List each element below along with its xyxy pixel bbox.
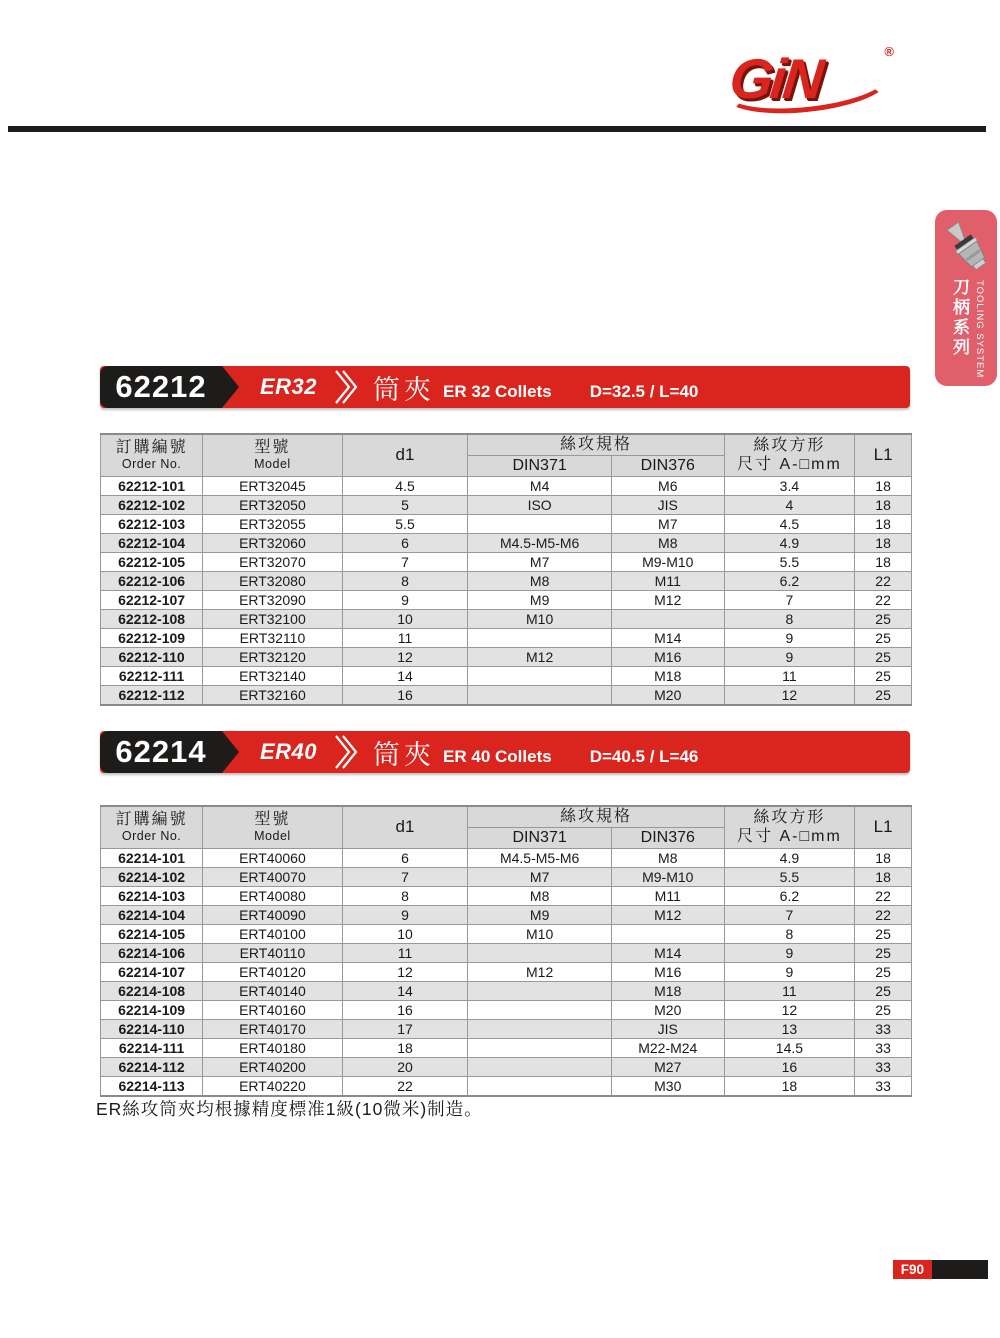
order-no-cell: 62214-103 [101, 886, 203, 905]
table-row [101, 609, 912, 628]
data-cell: M22-M24 [611, 1038, 724, 1057]
data-cell: 18 [855, 476, 912, 495]
section-title-cn: 筒夾 [373, 739, 436, 770]
data-cell: M14 [611, 628, 724, 647]
data-cell: ERT32100 [203, 609, 342, 628]
col-header-din371: DIN371 [468, 455, 612, 476]
section-title-en: ER 40 Collets [443, 747, 552, 766]
table-row [101, 1076, 912, 1096]
col-header-model-en: Model [254, 829, 291, 844]
section-banner-62214 [100, 731, 910, 773]
data-cell: 22 [855, 590, 912, 609]
data-cell: 8 [724, 609, 855, 628]
col-header-model [203, 806, 342, 848]
col-header-tap-square [724, 806, 855, 848]
data-cell: 22 [855, 571, 912, 590]
table-body [101, 476, 912, 705]
data-cell: 33 [855, 1038, 912, 1057]
data-cell: M18 [611, 981, 724, 1000]
data-cell: 33 [855, 1076, 912, 1096]
data-cell: 5 [342, 495, 468, 514]
side-tab-labels [947, 278, 985, 378]
chevron-right-icon [333, 370, 359, 404]
data-cell: 33 [855, 1019, 912, 1038]
table-row [101, 533, 912, 552]
data-cell: 10 [342, 924, 468, 943]
data-cell: 8 [724, 924, 855, 943]
col-header-square-cn: 絲攻方形 [753, 809, 826, 827]
table-row [101, 476, 912, 495]
data-cell: 13 [724, 1019, 855, 1038]
data-cell: M10 [468, 924, 612, 943]
side-tab-label-cn: 刀柄系列 [950, 278, 969, 358]
data-cell: 25 [855, 647, 912, 666]
order-no-cell: 62214-104 [101, 905, 203, 924]
col-header-model-en: Model [254, 457, 291, 472]
data-cell: 14.5 [724, 1038, 855, 1057]
table-body [101, 848, 912, 1096]
data-cell: 18 [855, 533, 912, 552]
table-row [101, 552, 912, 571]
data-cell: 11 [342, 628, 468, 647]
series-label: ER32 [260, 374, 318, 399]
data-cell: ERT40120 [203, 962, 342, 981]
data-cell: 6 [342, 533, 468, 552]
table-header [101, 806, 912, 848]
data-cell: M30 [611, 1076, 724, 1096]
order-no-cell: 62212-103 [101, 514, 203, 533]
data-cell [468, 1076, 612, 1096]
table-row [101, 514, 912, 533]
col-header-l1: L1 [855, 806, 912, 848]
order-no-cell: 62214-109 [101, 1000, 203, 1019]
order-code-badge: 62212 [100, 366, 222, 408]
col-header-order-no [101, 806, 203, 848]
data-cell: 10 [342, 609, 468, 628]
data-cell: 6 [342, 848, 468, 867]
top-divider-rule [8, 126, 986, 132]
section-title-en: ER 32 Collets [443, 382, 552, 401]
data-cell: M14 [611, 943, 724, 962]
data-cell: M27 [611, 1057, 724, 1076]
data-cell: ERT40140 [203, 981, 342, 1000]
data-cell: 18 [855, 495, 912, 514]
data-cell: 25 [855, 943, 912, 962]
data-cell: ERT40110 [203, 943, 342, 962]
data-cell: ERT32090 [203, 590, 342, 609]
data-cell [468, 981, 612, 1000]
table-row [101, 1000, 912, 1019]
data-cell: M18 [611, 666, 724, 685]
data-cell: ERT40170 [203, 1019, 342, 1038]
data-cell: ERT40070 [203, 867, 342, 886]
table-row [101, 571, 912, 590]
order-no-cell: 62214-110 [101, 1019, 203, 1038]
data-cell: 33 [855, 1057, 912, 1076]
collet-table-62214 [100, 805, 912, 1097]
data-cell: ERT40220 [203, 1076, 342, 1096]
brand-logo [720, 46, 900, 116]
table-row [101, 1019, 912, 1038]
data-cell: 11 [342, 943, 468, 962]
data-cell: 9 [724, 962, 855, 981]
section-dimensions: D=32.5 / L=40 [589, 382, 699, 401]
data-cell: ERT32050 [203, 495, 342, 514]
table-row [101, 666, 912, 685]
col-header-square-sub: 尺寸 A-□mm [737, 456, 842, 474]
data-cell: 7 [342, 867, 468, 886]
order-no-cell: 62214-105 [101, 924, 203, 943]
table-row [101, 905, 912, 924]
data-cell: ERT32080 [203, 571, 342, 590]
col-header-order-en: Order No. [121, 457, 182, 472]
col-header-order-no [101, 434, 203, 476]
col-header-order-en: Order No. [121, 829, 182, 844]
data-cell: 4.9 [724, 533, 855, 552]
data-cell: 25 [855, 628, 912, 647]
collet-table-62212 [100, 433, 912, 706]
table-row [101, 628, 912, 647]
table-row [101, 886, 912, 905]
order-no-cell: 62212-101 [101, 476, 203, 495]
data-cell: M11 [611, 886, 724, 905]
data-cell: 17 [342, 1019, 468, 1038]
data-cell: 9 [724, 647, 855, 666]
col-header-din371: DIN371 [468, 827, 612, 848]
order-no-cell: 62214-113 [101, 1076, 203, 1096]
page-number: F90 [893, 1260, 932, 1279]
data-cell: JIS [611, 495, 724, 514]
order-no-cell: 62212-105 [101, 552, 203, 571]
data-cell: 9 [342, 905, 468, 924]
data-cell: ERT32140 [203, 666, 342, 685]
order-code-badge: 62214 [100, 731, 222, 773]
data-cell: 12 [342, 962, 468, 981]
data-cell: M9 [468, 905, 612, 924]
data-cell: JIS [611, 1019, 724, 1038]
table-row [101, 924, 912, 943]
side-tab-label-en: TOOLING SYSTEM [974, 280, 985, 379]
order-no-cell: 62214-102 [101, 867, 203, 886]
data-cell: M20 [611, 685, 724, 705]
data-cell: 16 [342, 1000, 468, 1019]
data-cell: M8 [468, 886, 612, 905]
col-header-tap-spec [468, 806, 724, 827]
data-cell: 25 [855, 962, 912, 981]
data-cell [468, 628, 612, 647]
data-cell: ERT40090 [203, 905, 342, 924]
data-cell: ERT40060 [203, 848, 342, 867]
data-cell: M8 [611, 533, 724, 552]
col-header-d1: d1 [342, 806, 468, 848]
data-cell: 25 [855, 666, 912, 685]
table-header [101, 434, 912, 476]
data-cell [611, 924, 724, 943]
data-cell: M10 [468, 609, 612, 628]
order-no-cell: 62212-110 [101, 647, 203, 666]
data-cell: 18 [855, 514, 912, 533]
order-no-cell: 62212-107 [101, 590, 203, 609]
data-cell [468, 666, 612, 685]
data-cell: M20 [611, 1000, 724, 1019]
data-cell: M9 [468, 590, 612, 609]
data-cell: 9 [724, 943, 855, 962]
data-cell: 25 [855, 685, 912, 705]
side-tab-tooling-system [935, 210, 997, 386]
table-row [101, 495, 912, 514]
data-cell: M4.5-M5-M6 [468, 848, 612, 867]
data-cell: ERT32160 [203, 685, 342, 705]
data-cell: 20 [342, 1057, 468, 1076]
data-cell: ERT32045 [203, 476, 342, 495]
data-cell: ERT40180 [203, 1038, 342, 1057]
table-row [101, 647, 912, 666]
data-cell: 22 [342, 1076, 468, 1096]
data-cell [468, 514, 612, 533]
section-banner-62212 [100, 366, 910, 408]
data-cell: M8 [468, 571, 612, 590]
col-header-tap-spec-cn: 絲攻規格 [559, 808, 632, 826]
col-header-model-cn: 型號 [254, 811, 291, 829]
data-cell: 5.5 [724, 552, 855, 571]
data-cell: M12 [468, 962, 612, 981]
data-cell: M8 [611, 848, 724, 867]
data-cell: M9-M10 [611, 867, 724, 886]
section-title-cn: 筒夾 [373, 374, 436, 405]
order-no-cell: 62214-101 [101, 848, 203, 867]
data-cell: 25 [855, 1000, 912, 1019]
data-cell: ERT40100 [203, 924, 342, 943]
order-no-cell: 62212-109 [101, 628, 203, 647]
data-cell [468, 1057, 612, 1076]
order-no-cell: 62212-104 [101, 533, 203, 552]
data-cell: ISO [468, 495, 612, 514]
data-cell: ERT32120 [203, 647, 342, 666]
table-row [101, 848, 912, 867]
data-cell: M4 [468, 476, 612, 495]
data-cell: ERT40200 [203, 1057, 342, 1076]
col-header-order-cn: 訂購編號 [115, 439, 188, 457]
table-row [101, 943, 912, 962]
tool-holder-image [941, 216, 991, 274]
data-cell: ERT32055 [203, 514, 342, 533]
col-header-square-cn: 絲攻方形 [753, 437, 826, 455]
table-row [101, 1038, 912, 1057]
data-cell: 7 [724, 905, 855, 924]
data-cell: 22 [855, 905, 912, 924]
registered-trademark-icon: ® [884, 44, 894, 59]
data-cell: 16 [342, 685, 468, 705]
order-no-cell: 62212-108 [101, 609, 203, 628]
data-cell [468, 685, 612, 705]
data-cell: 3.4 [724, 476, 855, 495]
data-cell: 9 [724, 628, 855, 647]
data-cell: M7 [611, 514, 724, 533]
data-cell: 14 [342, 981, 468, 1000]
col-header-tap-square [724, 434, 855, 476]
col-header-tap-spec [468, 434, 724, 455]
col-header-l1: L1 [855, 434, 912, 476]
col-header-tap-spec-cn: 絲攻規格 [559, 436, 632, 454]
data-cell: M4.5-M5-M6 [468, 533, 612, 552]
data-cell: 18 [724, 1076, 855, 1096]
data-cell: ERT32070 [203, 552, 342, 571]
data-cell: 22 [855, 886, 912, 905]
data-cell: M12 [611, 590, 724, 609]
data-cell [468, 1019, 612, 1038]
data-cell: 14 [342, 666, 468, 685]
col-header-din376: DIN376 [611, 827, 724, 848]
data-cell: 5.5 [342, 514, 468, 533]
data-cell: 25 [855, 981, 912, 1000]
series-label: ER40 [260, 739, 318, 764]
data-cell: M11 [611, 571, 724, 590]
data-cell: 18 [342, 1038, 468, 1057]
data-cell [611, 609, 724, 628]
data-cell [468, 943, 612, 962]
col-header-model [203, 434, 342, 476]
table-row [101, 590, 912, 609]
data-cell: 4.9 [724, 848, 855, 867]
col-header-model-cn: 型號 [254, 439, 291, 457]
data-cell: 7 [342, 552, 468, 571]
page-marker [893, 1260, 988, 1279]
data-cell: 18 [855, 848, 912, 867]
data-cell: 11 [724, 666, 855, 685]
order-no-cell: 62212-111 [101, 666, 203, 685]
data-cell: ERT32110 [203, 628, 342, 647]
order-no-cell: 62212-102 [101, 495, 203, 514]
data-cell: M12 [611, 905, 724, 924]
data-cell [468, 1038, 612, 1057]
data-cell: 8 [342, 571, 468, 590]
data-cell: ERT40080 [203, 886, 342, 905]
data-cell: 8 [342, 886, 468, 905]
data-cell: 4 [724, 495, 855, 514]
logo-text: GiN [726, 47, 824, 110]
data-cell: 12 [724, 1000, 855, 1019]
col-header-din376: DIN376 [611, 455, 724, 476]
data-cell: 4.5 [342, 476, 468, 495]
data-cell: 18 [855, 552, 912, 571]
data-cell: 5.5 [724, 867, 855, 886]
data-cell: M9-M10 [611, 552, 724, 571]
data-cell: 18 [855, 867, 912, 886]
accuracy-footnote: ER絲攻筒夾均根據精度標准1級(10微米)制造。 [96, 1099, 483, 1119]
data-cell: 25 [855, 924, 912, 943]
order-no-cell: 62212-112 [101, 685, 203, 705]
table-row [101, 962, 912, 981]
data-cell: ERT40160 [203, 1000, 342, 1019]
data-cell: 7 [724, 590, 855, 609]
table-row [101, 867, 912, 886]
table-row [101, 981, 912, 1000]
col-header-d1: d1 [342, 434, 468, 476]
col-header-order-cn: 訂購編號 [115, 811, 188, 829]
order-no-cell: 62214-111 [101, 1038, 203, 1057]
page-marker-bar [932, 1260, 988, 1279]
order-no-cell: 62212-106 [101, 571, 203, 590]
data-cell: M12 [468, 647, 612, 666]
data-cell: 11 [724, 981, 855, 1000]
data-cell: M16 [611, 962, 724, 981]
order-no-cell: 62214-106 [101, 943, 203, 962]
data-cell: M16 [611, 647, 724, 666]
section-dimensions: D=40.5 / L=46 [589, 747, 699, 766]
data-cell: 4.5 [724, 514, 855, 533]
data-cell [468, 1000, 612, 1019]
chevron-right-icon [333, 735, 359, 769]
data-cell: ERT32060 [203, 533, 342, 552]
table-row [101, 1057, 912, 1076]
data-cell: 12 [724, 685, 855, 705]
data-cell: 9 [342, 590, 468, 609]
order-no-cell: 62214-112 [101, 1057, 203, 1076]
order-no-cell: 62214-107 [101, 962, 203, 981]
data-cell: 16 [724, 1057, 855, 1076]
col-header-square-sub: 尺寸 A-□mm [737, 828, 842, 846]
data-cell: 25 [855, 609, 912, 628]
data-cell: M6 [611, 476, 724, 495]
data-cell: M7 [468, 552, 612, 571]
data-cell: 6.2 [724, 886, 855, 905]
table-row [101, 685, 912, 705]
data-cell: M7 [468, 867, 612, 886]
data-cell: 12 [342, 647, 468, 666]
data-cell: 6.2 [724, 571, 855, 590]
order-no-cell: 62214-108 [101, 981, 203, 1000]
